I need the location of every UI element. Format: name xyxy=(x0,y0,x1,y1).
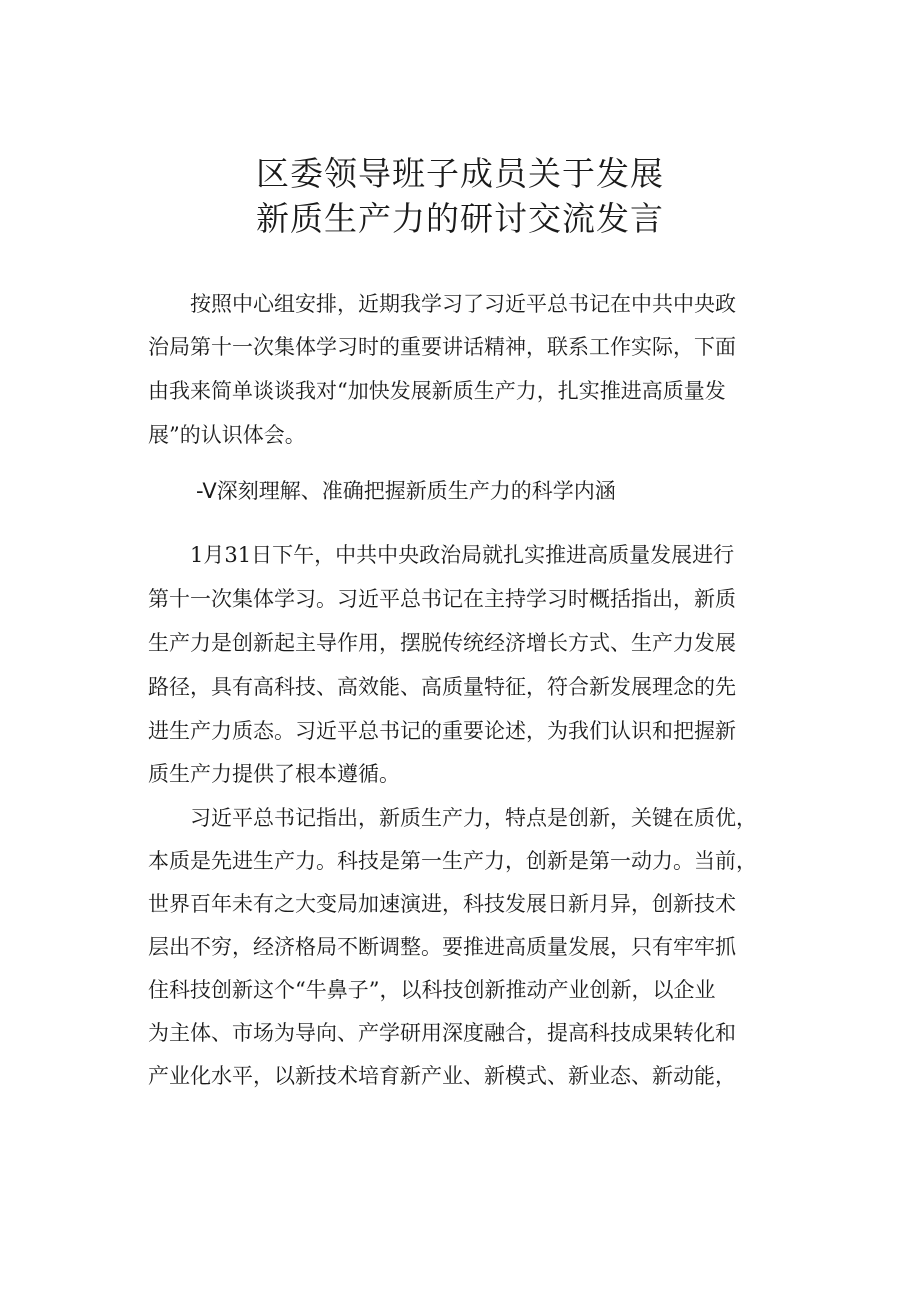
paragraph-2-line: 第十一次集体学习。习近平总书记在主持学习时概括指出，新质 xyxy=(148,587,736,611)
paragraph-1-line: 按照中心组安排，近期我学习了习近平总书记在中共中央政 xyxy=(148,292,736,316)
paragraph-1-line: 由我来简单谈谈我对“加快发展新质生产力，扎实推进高质量发 xyxy=(148,379,726,403)
paragraph-3-line: 产业化水平，以新技术培育新产业、新模式、新业态、新动能， xyxy=(148,1064,736,1088)
paragraph-2-line: 路径，具有高科技、高效能、高质量特征，符合新发展理念的先 xyxy=(148,675,736,699)
section-heading: -V深刻理解、准确把握新质生产力的科学内涵 xyxy=(196,479,616,503)
paragraph-2-line: 进生产力质态。习近平总书记的重要论述，为我们认识和把握新 xyxy=(148,719,736,743)
paragraph-3-line: 世界百年未有之大变局加速演进，科技发展日新月异，创新技术 xyxy=(148,892,736,916)
paragraph-2-line: 质生产力提供了根本遵循。 xyxy=(148,762,400,786)
paragraph-3-line: 住科技创新这个“牛鼻子”，以科技创新推动产业创新，以企业 xyxy=(148,978,716,1002)
document-title-line-1: 区委领导班子成员关于发展 xyxy=(256,154,664,193)
paragraph-1-line: 展”的认识体会。 xyxy=(148,423,306,447)
paragraph-1-line: 治局第十一次集体学习时的重要讲话精神，联系工作实际，下面 xyxy=(148,335,736,359)
paragraph-2-line: 生产力是创新起主导作用，摆脱传统经济增长方式、生产力发展 xyxy=(148,631,736,655)
document-title-line-2: 新质生产力的研讨交流发言 xyxy=(256,199,664,238)
paragraph-3-line: 本质是先进生产力。科技是第一生产力，创新是第一动力。当前， xyxy=(148,849,757,873)
paragraph-3-line: 习近平总书记指出，新质生产力，特点是创新，关键在质优， xyxy=(148,806,757,830)
paragraph-2-line: 1月31日下午，中共中央政治局就扎实推进高质量发展进行 xyxy=(148,543,735,567)
paragraph-3-line: 层出不穷，经济格局不断调整。要推进高质量发展，只有牢牢抓 xyxy=(148,935,736,959)
paragraph-3-line: 为主体、市场为导向、产学研用深度融合，提高科技成果转化和 xyxy=(148,1021,736,1045)
